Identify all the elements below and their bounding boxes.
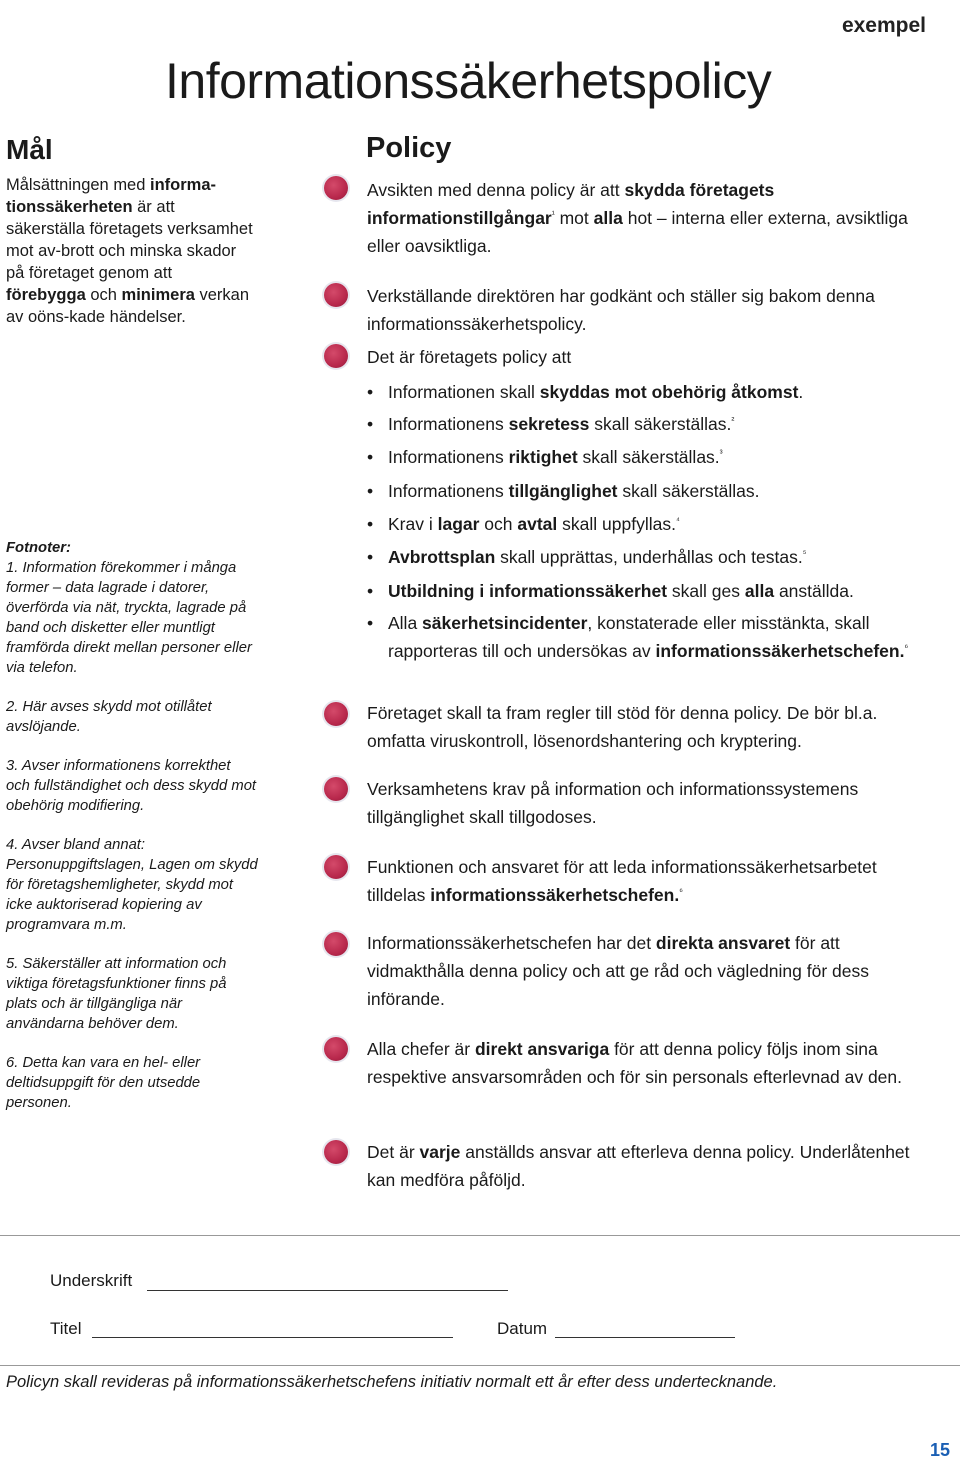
title-label: Titel bbox=[50, 1319, 82, 1338]
footnote-2: 2. Här avses skydd mot otillåtet avslöjande. bbox=[6, 699, 212, 735]
bullet-marker-icon bbox=[324, 702, 348, 726]
date-field[interactable] bbox=[555, 1337, 735, 1338]
policy-bullet-7: • Utbildning i informationssäkerhet skall ges alla anställda. bbox=[367, 581, 854, 601]
bullet-marker-icon bbox=[324, 1037, 348, 1061]
policy-bullet-5: • Krav i lagar och avtal skall uppfyllas.$^{^4}$ bbox=[367, 514, 680, 534]
footnote-4: 4. Avser bland annat: Personuppgiftslagen, Lagen om skydd för företagshemligheter, skydd mot icke auktoriserad kopiering av programvara m.m. bbox=[6, 837, 258, 933]
policy-heading: Policy bbox=[366, 132, 452, 164]
policy-bullet-8: • Alla säkerhetsincidenter, konstaterade eller misstänkta, skall rapporteras till och undersökas av informationssäkerhetschefen.$^{^6}$ bbox=[367, 613, 909, 661]
footnotes-heading: Fotnoter: bbox=[6, 540, 71, 556]
divider bbox=[0, 1235, 960, 1236]
goal-heading: Mål bbox=[6, 134, 53, 165]
bullet-marker-icon bbox=[324, 283, 348, 307]
policy-bullet-3: • Informationens riktighet skall säkerställas.$^{^3}$ bbox=[367, 447, 723, 467]
page-number: 15 bbox=[929, 1440, 950, 1460]
policy-rules: Företaget skall ta fram regler till stöd för denna policy. De bör bl.a. omfatta viruskontroll, lösenordshantering och kryptering. bbox=[367, 703, 878, 751]
policy-statement-intro: Det är företagets policy att bbox=[367, 347, 572, 367]
policy-bullet-6: • Avbrottsplan skall upprättas, underhållas och testas.$^{^5}$ bbox=[367, 547, 807, 567]
signature-label: Underskrift bbox=[50, 1271, 133, 1290]
policy-responsibility: Funktionen och ansvaret för att leda informationssäkerhetsarbetet tilldelas informationssäkerhetschefen.$^{^6}$ bbox=[367, 857, 877, 905]
policy-bullet-4: • Informationens tillgänglighet skall säkerställas. bbox=[367, 481, 760, 501]
policy-approval: Verkställande direktören har godkänt och ställer sig bakom denna informationssäkerhetspolicy. bbox=[367, 286, 875, 334]
bullet-marker-icon bbox=[324, 176, 348, 200]
date-label: Datum bbox=[497, 1319, 548, 1338]
page-title: Informationssäkerhetspolicy bbox=[165, 53, 772, 109]
policy-bullet-2: • Informationens sekretess skall säkerställas.$^{^2}$ bbox=[367, 414, 735, 434]
policy-availability: Verksamhetens krav på information och informationssystemens tillgänglighet skall tillgodoses. bbox=[367, 779, 859, 827]
footnote-6: 6. Detta kan vara en hel- eller deltidsuppgift för den utsedde personen. bbox=[6, 1055, 201, 1111]
footnote-1: 1. Information förekommer i många former – data lagrade i datorer, överförda via nät, tryckta, lagrade på band och disketter eller muntligt framförda direkt mellan personer eller via telefon. bbox=[6, 560, 252, 676]
policy-chief-duty: Informationssäkerhetschefen har det direkta ansvaret för att vidmakthålla denna policy och att ge råd och vägledning för dess införande. bbox=[367, 933, 869, 1009]
signature-field[interactable] bbox=[147, 1290, 508, 1291]
title-field[interactable] bbox=[92, 1337, 453, 1338]
bullet-marker-icon bbox=[324, 344, 348, 368]
bullet-marker-icon bbox=[324, 855, 348, 879]
bullet-marker-icon bbox=[324, 777, 348, 801]
review-note: Policyn skall revideras på informationssäkerhetschefens initiativ normalt ett år efter dess undertecknande. bbox=[6, 1373, 778, 1391]
policy-bullet-1: • Informationen skall skyddas mot obehörig åtkomst. bbox=[367, 382, 804, 402]
policy-managers: Alla chefer är direkt ansvariga för att denna policy följs inom sina respektive ansvarsområden och för sin personals efterlevnad av den. bbox=[367, 1039, 903, 1087]
footnote-5: 5. Säkerställer att information och viktiga företagsfunktioner finns på plats och är tillgängliga när användarna behöver dem. bbox=[6, 956, 227, 1032]
footnotes bbox=[6, 538, 258, 1132]
footnote-3: 3. Avser informationens korrekthet och fullständighet och dess skydd mot obehörig modifiering. bbox=[6, 758, 257, 814]
example-tag: exempel bbox=[841, 14, 926, 37]
policy-intro: Avsikten med denna policy är att skydda företagets informationstillgångar$^{^1}$ mot alla hot – interna eller externa, avsiktliga eller oavsiktliga. bbox=[367, 180, 908, 256]
bullet-marker-icon bbox=[324, 1140, 348, 1164]
policy-employees: Det är varje anställds ansvar att efterleva denna policy. Underlåtenhet kan medföra påföljd. bbox=[367, 1142, 910, 1190]
divider bbox=[0, 1365, 960, 1366]
goal-text: Målsättningen med informa-tionssäkerheten är att säkerställa företagets verksamhet mot av-brott och minska skador på företaget genom att förebygga och minimera verkan av oöns-kade händelser. bbox=[6, 176, 253, 326]
bullet-marker-icon bbox=[324, 932, 348, 956]
